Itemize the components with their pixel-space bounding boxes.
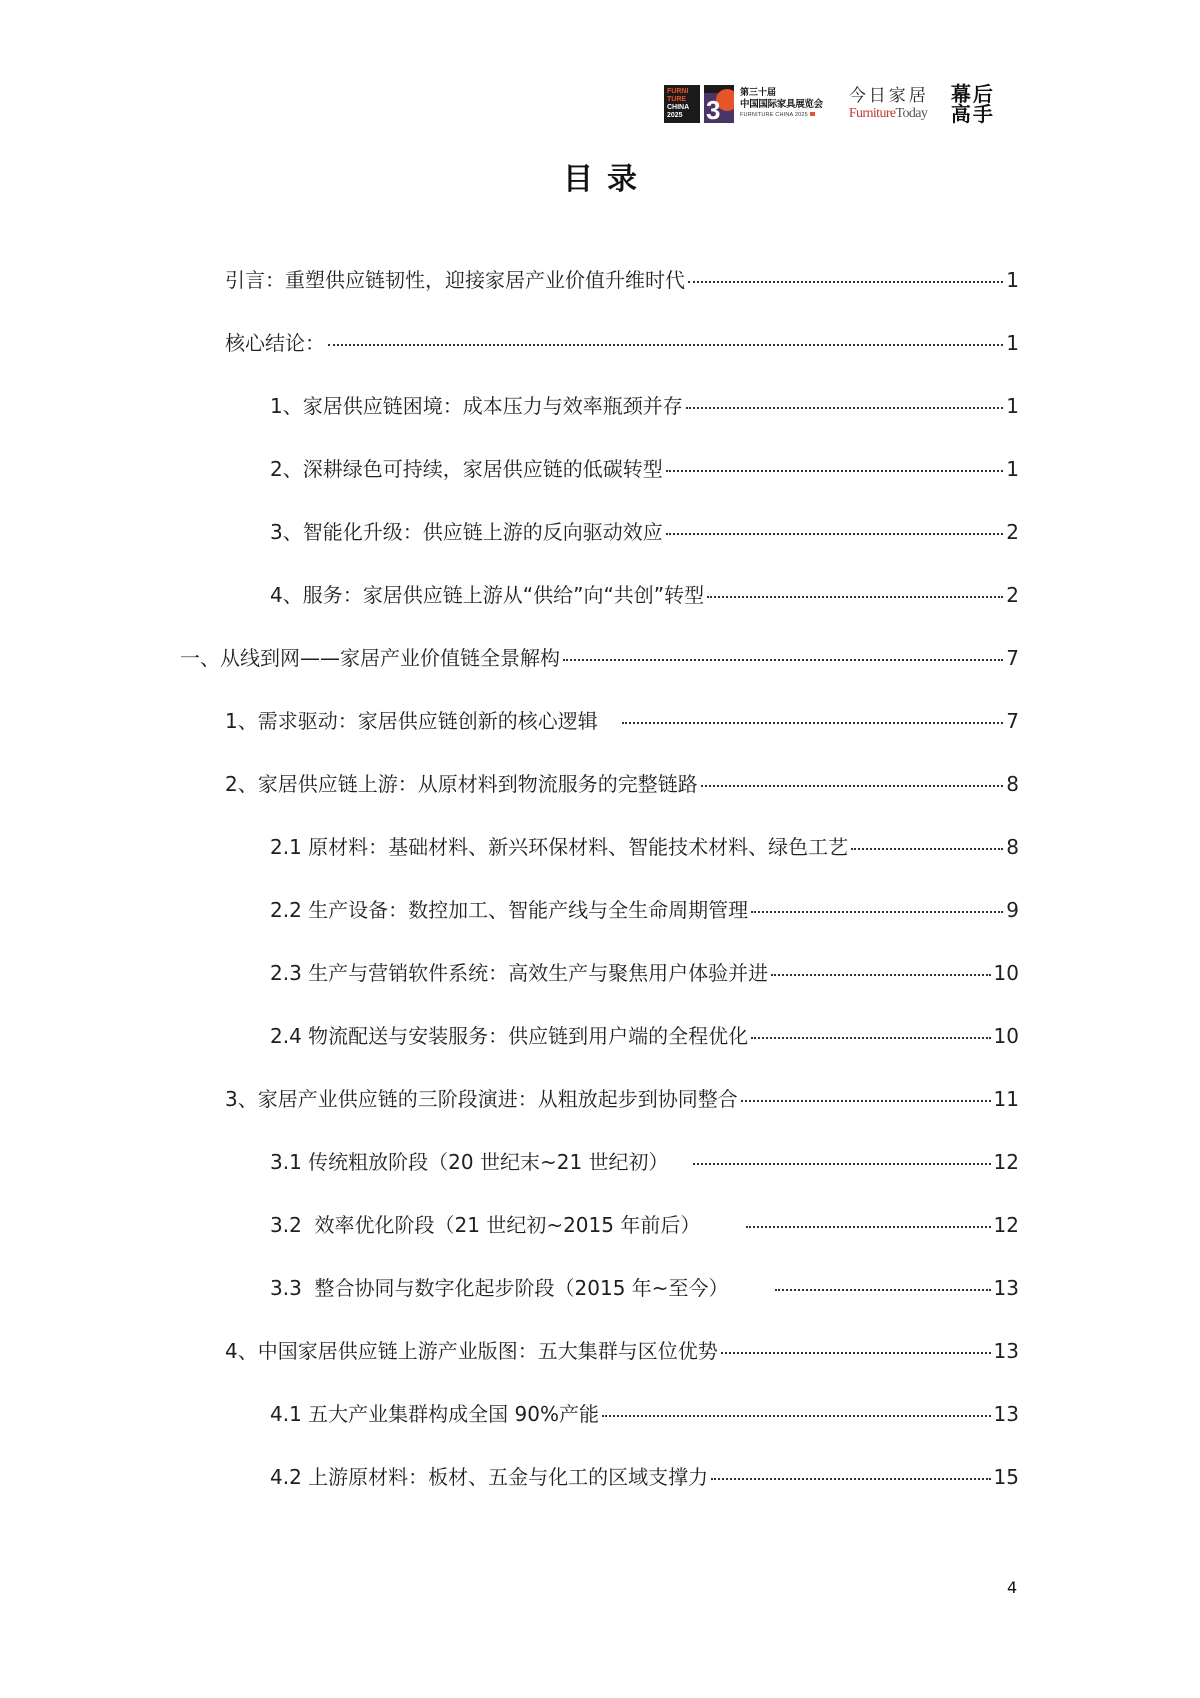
toc-entry-label: 引言：重塑供应链韧性，迎接家居产业价值升维时代 xyxy=(225,268,685,292)
dot-leader xyxy=(686,407,1004,409)
dot-leader xyxy=(328,344,1003,346)
dot-leader xyxy=(751,911,1003,913)
toc-entry[interactable] xyxy=(270,1209,1019,1238)
fair-name-en xyxy=(740,110,823,121)
toc-entry[interactable] xyxy=(270,579,1019,608)
dot-leader xyxy=(746,1226,990,1228)
toc-entry[interactable] xyxy=(225,264,1019,293)
toc-entry-page: 13 xyxy=(993,1276,1019,1300)
toc-entry[interactable] xyxy=(270,1461,1019,1490)
furniture-today-en-part2: Today xyxy=(895,106,928,121)
badge-text-2: TURE xyxy=(667,96,687,103)
dot-leader xyxy=(721,1352,991,1354)
furniture-today-cn: 今日家居 xyxy=(848,86,929,106)
badge-text-1: FURNI xyxy=(667,88,689,95)
toc-entry-page: 10 xyxy=(993,961,1019,985)
toc-entry-page: 9 xyxy=(1006,898,1019,922)
toc-entry-label: 2.3 生产与营销软件系统：高效生产与聚焦用户体验并进 xyxy=(270,961,769,985)
toc-entry-label: 3、智能化升级：供应链上游的反向驱动效应 xyxy=(270,520,663,544)
page-title: 目录 xyxy=(563,162,651,197)
toc-entry-page: 12 xyxy=(993,1213,1019,1237)
toc-entry-label: 3.2 效率优化阶段（21 世纪初~2015 年前后） xyxy=(270,1213,701,1237)
page-number: 4 xyxy=(1007,1578,1018,1597)
toc-entry[interactable] xyxy=(225,327,1019,356)
toc-entry-label: 3.1 传统粗放阶段（20 世纪末~21 世纪初） xyxy=(270,1150,669,1174)
toc-entry-label: 2.2 生产设备：数控加工、智能产线与全生命周期管理 xyxy=(270,898,749,922)
toc-entry-label: 一、从线到网——家居产业价值链全景解构 xyxy=(180,646,560,670)
toc-entry-label: 4、服务：家居供应链上游从“供给”向“共创”转型 xyxy=(270,583,705,607)
dot-leader xyxy=(563,659,1003,661)
mhgs-logo xyxy=(951,84,995,124)
mhgs-char-2: 后 xyxy=(972,82,993,106)
toc-entry-label: 4、中国家居供应链上游产业版图：五大集群与区位优势 xyxy=(225,1339,718,1363)
dot-leader xyxy=(707,596,1003,598)
toc-entry-label: 1、家居供应链困境：成本压力与效率瓶颈并存 xyxy=(270,394,683,418)
toc-entry[interactable] xyxy=(270,1398,1019,1427)
toc-entry-label: 2.4 物流配送与安装服务：供应链到用户端的全程优化 xyxy=(270,1024,749,1048)
furniture-today-en-part1: Furniture xyxy=(848,106,896,121)
toc-entry-page: 1 xyxy=(1006,331,1019,355)
toc-entry-page: 7 xyxy=(1006,709,1019,733)
mhgs-char-1: 幕 xyxy=(950,82,971,106)
fair-name-text xyxy=(740,88,823,121)
furniture-today-logo xyxy=(849,86,929,122)
toc-entry-label: 2、家居供应链上游：从原材料到物流服务的完整链路 xyxy=(225,772,698,796)
toc-entry[interactable] xyxy=(225,705,1019,734)
toc-entry-label: 4.1 五大产业集群构成全国 90%产能 xyxy=(270,1402,599,1426)
toc-entry[interactable] xyxy=(225,768,1019,797)
dot-leader xyxy=(602,1415,991,1417)
dot-leader xyxy=(751,1037,990,1039)
toc-entry[interactable] xyxy=(270,1146,1019,1175)
toc-entry-label: 3.3 整合协同与数字化起步阶段（2015 年~至今） xyxy=(270,1276,729,1300)
toc-entry[interactable] xyxy=(270,894,1019,923)
toc-entry-label: 2.1 原材料：基础材料、新兴环保材料、智能技术材料、绿色工艺 xyxy=(270,835,849,859)
toc-entry[interactable] xyxy=(180,642,1019,671)
thirtieth-anniversary-logo xyxy=(704,85,734,123)
toc-entry[interactable] xyxy=(270,390,1019,419)
toc-entry-page: 1 xyxy=(1006,268,1019,292)
toc-entry-page: 2 xyxy=(1006,583,1019,607)
numeral-three: 3 xyxy=(706,95,721,123)
dot-leader xyxy=(771,974,990,976)
dot-leader xyxy=(851,848,1003,850)
dot-leader xyxy=(775,1289,991,1291)
orange-square-icon xyxy=(810,112,815,116)
toc-entry-label: 2、深耕绿色可持续，家居供应链的低碳转型 xyxy=(270,457,663,481)
toc-entry-page: 13 xyxy=(993,1339,1019,1363)
toc-entry-page: 12 xyxy=(993,1150,1019,1174)
toc-entry-page: 10 xyxy=(993,1024,1019,1048)
toc-entry-label: 3、家居产业供应链的三阶段演进：从粗放起步到协同整合 xyxy=(225,1087,738,1111)
toc-entry-page: 11 xyxy=(993,1087,1019,1111)
dot-leader xyxy=(666,533,1004,535)
toc-entry-page: 8 xyxy=(1006,835,1019,859)
toc-entry-page: 13 xyxy=(993,1402,1019,1426)
toc-entry[interactable] xyxy=(225,1083,1019,1112)
mhgs-char-3: 高 xyxy=(950,102,971,126)
badge-text-3: CHINA xyxy=(667,104,690,111)
dot-leader xyxy=(666,470,1004,472)
furniture-china-badge-logo xyxy=(664,85,700,123)
dot-leader xyxy=(711,1478,990,1480)
toc-entry-page: 1 xyxy=(1006,457,1019,481)
toc-entry[interactable] xyxy=(270,453,1019,482)
toc-entry-page: 1 xyxy=(1006,394,1019,418)
furniture-today-en xyxy=(849,106,928,122)
fair-edition: 第三十届 xyxy=(740,87,777,98)
dot-leader xyxy=(701,785,1004,787)
toc-entry[interactable] xyxy=(270,957,1019,986)
dot-leader xyxy=(622,722,1004,724)
fair-name-cn: 中国国际家具展览会 xyxy=(740,98,823,110)
toc-entry[interactable] xyxy=(270,831,1019,860)
toc-entry-label: 4.2 上游原材料：板材、五金与化工的区域支撑力 xyxy=(270,1465,709,1489)
dot-leader xyxy=(693,1163,991,1165)
dot-leader xyxy=(741,1100,991,1102)
header-logos xyxy=(664,82,995,126)
toc-entry[interactable] xyxy=(270,1020,1019,1049)
toc-entry-label: 1、需求驱动：家居供应链创新的核心逻辑 xyxy=(225,709,598,733)
toc-entry[interactable] xyxy=(270,1272,1019,1301)
mhgs-char-4: 手 xyxy=(972,102,993,126)
fair-name-en-text: FURNITURE CHINA 2025 xyxy=(740,111,808,118)
toc-entry-page: 8 xyxy=(1006,772,1019,796)
toc-entry-label: 核心结论： xyxy=(225,331,325,355)
badge-text-4: 2025 xyxy=(667,112,683,119)
toc-entry[interactable] xyxy=(225,1335,1019,1364)
toc-entry-page: 7 xyxy=(1006,646,1019,670)
toc-entry[interactable] xyxy=(270,516,1019,545)
toc-entry-page: 15 xyxy=(993,1465,1019,1489)
toc-entry-page: 2 xyxy=(1006,520,1019,544)
dot-leader xyxy=(688,281,1003,283)
